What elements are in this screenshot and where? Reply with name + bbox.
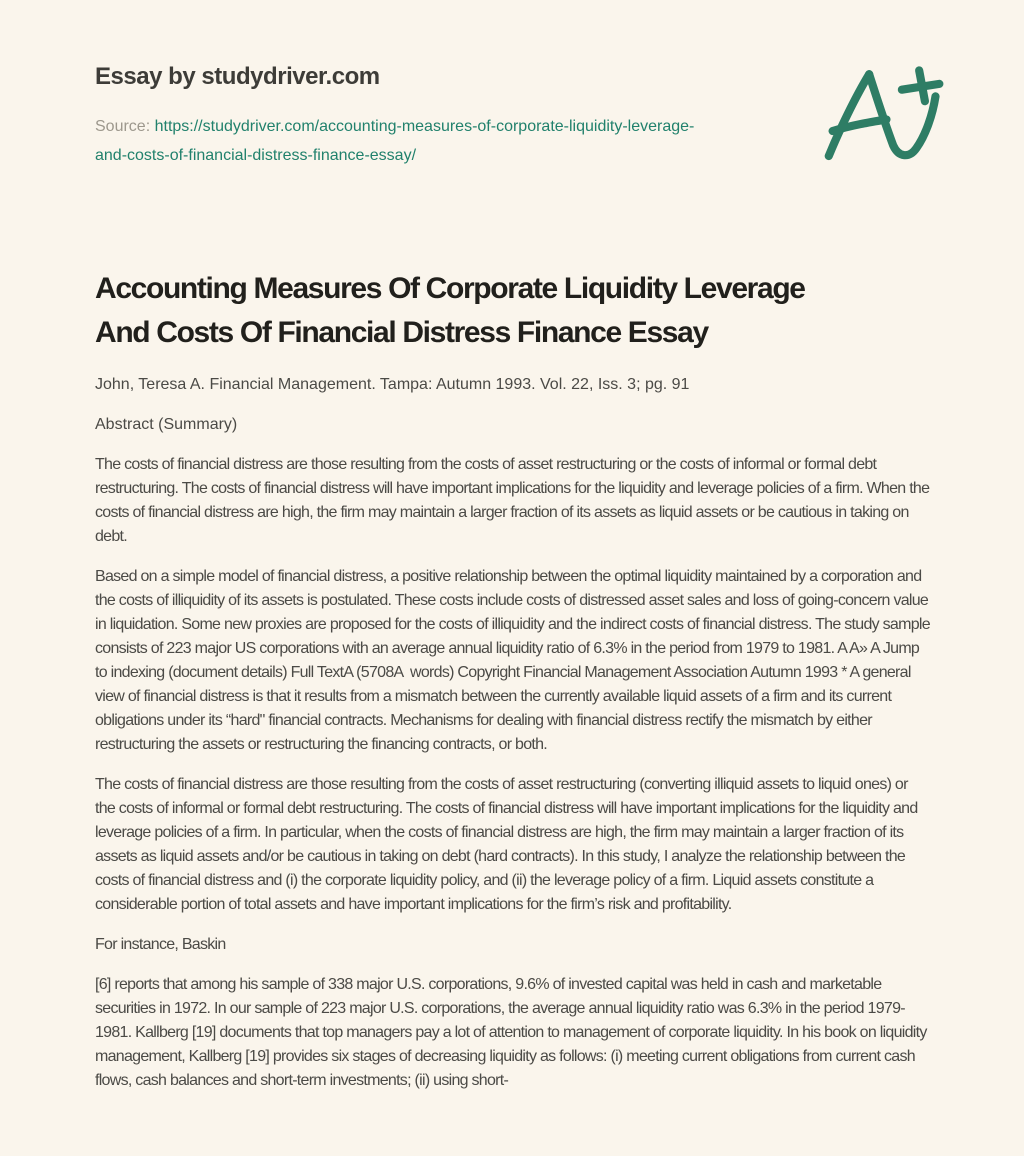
essay-paragraph: The costs of financial distress are those resulting from the costs of asset restructuring (converting illiquid assets to liquid ones) or the costs of informal or formal debt restructuring. The costs of financial distress will have important implications for the liquidity and leverage policies of a firm. In particular, when the costs of financial distress are high, the firm may maintain a larger fraction of its assets as liquid assets and/or be cautious in taking on debt (hard contracts). In this study, I analyze the relationship between the costs of financial distress and (i) the corporate liquidity policy, and (ii) the leverage policy of a firm. Liquid assets constitute a considerable portion of total assets and have important implications for the firm’s risk and profitability.	[95, 776, 922, 913]
source-line	[95, 112, 710, 170]
essay-title: Accounting Measures Of Corporate Liquidity Leverage And Costs Of Financial Distress Finance Essay	[95, 272, 805, 349]
abstract-label: Abstract (Summary)	[95, 416, 238, 433]
essay-body	[95, 453, 958, 1093]
essay-paragraph: Based on a simple model of financial distress, a positive relationship between the optimal liquidity maintained by a corporation and the costs of illiquidity of its assets is postulated. These costs include costs of distressed asset sales and loss of going-concern value in liquidation. Some new proxies are proposed for the costs of illiquidity and the indirect costs of financial distress. The study sample consists of 223 major US corporations with an average annual liquidity ratio of 6.3% in the period from 1979 to 1981. A A» A Jump to indexing (document details) Full TextA (5708A words) Copyright Financial Management Association Autumn 1993 * A general view of financial distress is that it results from a mismatch between the currently available liquid assets of a firm and its current obligations under its “hard" financial contracts. Mechanisms for dealing with financial distress rectify the mismatch by either restructuring the assets or restructuring the financing contracts, or both.	[95, 568, 934, 753]
source-link[interactable]: https://studydriver.com/accounting-measures-of-corporate-liquidity-leverage-and-costs-of-financial-distress-finance-essay/	[95, 118, 695, 164]
essay-paragraph: For instance, Baskin	[95, 936, 226, 953]
essay-paragraph: [6] reports that among his sample of 338 major U.S. corporations, 9.6% of invested capital was held in cash and marketable securities in 1972. In our sample of 223 major U.S. corporations, the average annual liquidity ratio was 6.3% in the period 1979-1981. Kallberg [19] documents that top managers pay a lot of attention to management of corporate liquidity. In his book on liquidity management, Kallberg [19] provides six stages of decreasing liquidity as follows: (i) meeting current obligations from current cash flows, cash balances and short-term investments; (ii) using short-	[95, 976, 931, 1089]
header-text-block	[95, 50, 710, 170]
essay-paragraph: The costs of financial distress are those resulting from the costs of asset restructuring or the costs of informal or formal debt restructuring. The costs of financial distress will have important implications for the liquidity and leverage policies of a firm. When the costs of financial distress are high, the firm may maintain a larger fraction of its assets as liquid assets or be cautious in taking on debt.	[95, 456, 934, 545]
studydriver-a-plus-logo-icon	[813, 56, 958, 181]
page-header	[95, 50, 958, 181]
essay-content	[95, 267, 958, 1093]
citation-line: John, Teresa A. Financial Management. Tampa: Autumn 1993. Vol. 22, Iss. 3; pg. 91	[95, 376, 690, 393]
source-label: Source:	[95, 118, 151, 135]
site-header-title: Essay by studydriver.com	[95, 63, 380, 90]
